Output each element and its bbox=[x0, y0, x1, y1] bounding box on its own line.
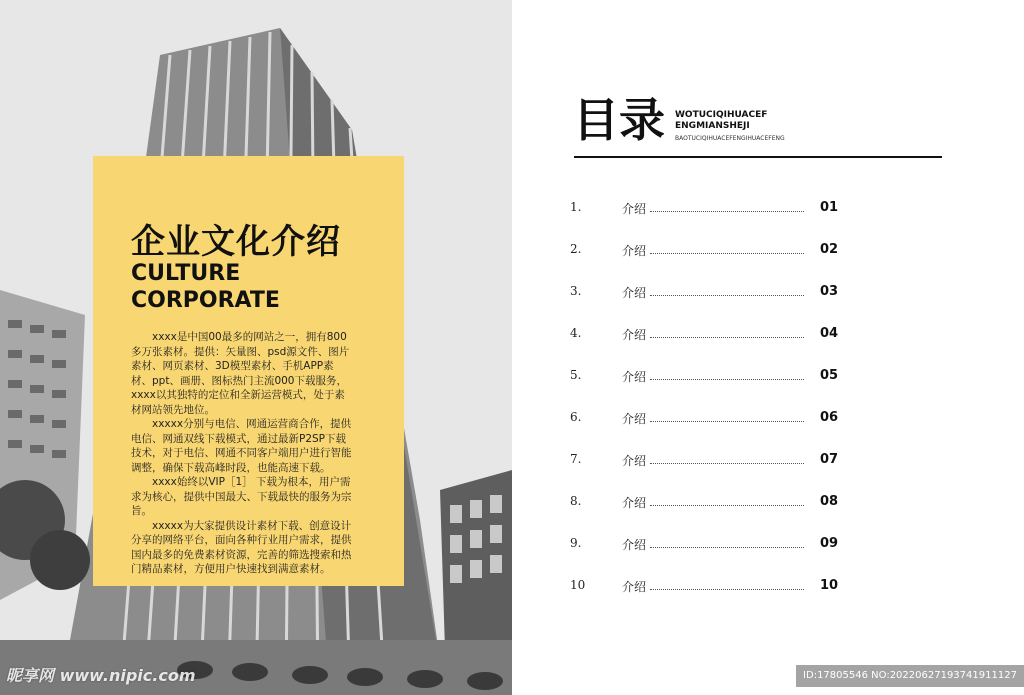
toc-item-page: 09 bbox=[820, 536, 839, 551]
toc-item-page: 01 bbox=[820, 200, 839, 215]
toc-leader-dots bbox=[650, 589, 804, 590]
toc-title: 目录 bbox=[573, 93, 665, 147]
toc-leader-dots bbox=[650, 295, 804, 296]
toc-item[interactable] bbox=[560, 326, 860, 346]
intro-paragraph: xxxx是中国00最多的网站之一，拥有800多万张素材。提供：矢量图、psd源文件、图片素材、网页素材、3D模型素材、手机APP素材、ppt、画册、图标热门主流000下载服务，xxxx以其独特的定位和全新运营模式，处于素材网站领先地位。 bbox=[131, 331, 350, 416]
toc-subtitle-small: BAOTUCIQIHUACEFENGIHUACEFENG bbox=[675, 135, 785, 142]
toc-item-label: 介绍 bbox=[622, 412, 647, 426]
toc-leader-dots bbox=[650, 421, 804, 422]
toc-item-page: 05 bbox=[820, 368, 839, 383]
toc-item-label: 介绍 bbox=[622, 328, 647, 342]
toc-item[interactable] bbox=[560, 242, 860, 262]
toc-item[interactable] bbox=[560, 452, 860, 472]
toc-item-number: 7. bbox=[570, 452, 582, 466]
toc-item-number: 3. bbox=[570, 284, 582, 298]
toc-item-number: 6. bbox=[570, 410, 582, 424]
intro-text bbox=[131, 330, 353, 577]
toc-item-page: 10 bbox=[820, 578, 839, 593]
toc-subtitle-line2: ENGMIANSHEJI bbox=[675, 121, 750, 131]
toc-item[interactable] bbox=[560, 578, 860, 598]
toc-leader-dots bbox=[650, 337, 804, 338]
toc-item[interactable] bbox=[560, 368, 860, 388]
toc-item-number: 8. bbox=[570, 494, 582, 508]
intro-card bbox=[93, 156, 404, 586]
toc-item[interactable] bbox=[560, 536, 860, 556]
toc-item-page: 03 bbox=[820, 284, 839, 299]
toc-item[interactable] bbox=[560, 494, 860, 514]
toc-item-number: 4. bbox=[570, 326, 582, 340]
cover-title-en-line2: CORPORATE bbox=[131, 288, 280, 313]
cover-title-cn: 企业文化介绍 bbox=[131, 222, 341, 262]
toc-item-label: 介绍 bbox=[622, 538, 647, 552]
toc-leader-dots bbox=[650, 253, 804, 254]
toc-item[interactable] bbox=[560, 200, 860, 220]
toc-item-label: 介绍 bbox=[622, 454, 647, 468]
toc-leader-dots bbox=[650, 379, 804, 380]
toc-item-page: 02 bbox=[820, 242, 839, 257]
toc-item-label: 介绍 bbox=[622, 496, 647, 510]
toc-item-label: 介绍 bbox=[622, 202, 647, 216]
toc-subtitle bbox=[675, 110, 767, 132]
toc-item-number: 5. bbox=[570, 368, 582, 382]
watermark-brand: 昵享网 www.nipic.com bbox=[6, 666, 196, 685]
toc-divider bbox=[574, 156, 942, 158]
toc-leader-dots bbox=[650, 463, 804, 464]
cover-title-en-line1: CULTURE bbox=[131, 261, 241, 286]
toc-item-number: 2. bbox=[570, 242, 582, 256]
toc-item-number: 1. bbox=[570, 200, 582, 214]
intro-paragraph: xxxx始终以VIP［1］ 下载为根本，用户需求为核心，提供中国最大、下载最快的服务为宗旨。 bbox=[131, 476, 352, 517]
toc-item-number: 10 bbox=[570, 578, 586, 592]
intro-paragraph: xxxxx为大家提供设计素材下载、创意设计分享的网络平台，面向各种行业用户需求，提供国内最多的免费素材资源，完善的筛选搜索和热门精品素材，方便用户快速找到满意素材。 bbox=[131, 519, 352, 575]
cover-title-en bbox=[131, 260, 280, 314]
toc-item-page: 07 bbox=[820, 452, 839, 467]
toc-item-label: 介绍 bbox=[622, 244, 647, 258]
toc-item-page: 06 bbox=[820, 410, 839, 425]
toc-leader-dots bbox=[650, 505, 804, 506]
toc-item[interactable] bbox=[560, 410, 860, 430]
toc-item-label: 介绍 bbox=[622, 370, 647, 384]
toc-subtitle-line1: WOTUCIQIHUACEF bbox=[675, 110, 768, 120]
toc-leader-dots bbox=[650, 547, 804, 548]
intro-paragraph: xxxxx分别与电信、网通运营商合作，提供电信、网通双线下载模式，通过最新P2SP下载技术，对于电信、网通不同客户端用户进行智能调整，确保下载高峰时段，也能高速下载。 bbox=[131, 418, 352, 474]
toc-item-number: 9. bbox=[570, 536, 582, 550]
toc-leader-dots bbox=[650, 211, 804, 212]
toc-item-page: 04 bbox=[820, 326, 839, 341]
toc-item[interactable] bbox=[560, 284, 860, 304]
watermark-id: ID:17805546 NO:20220627193741911127 bbox=[796, 665, 1024, 687]
toc-item-page: 08 bbox=[820, 494, 839, 509]
toc-item-label: 介绍 bbox=[622, 286, 647, 300]
toc-item-label: 介绍 bbox=[622, 580, 647, 594]
